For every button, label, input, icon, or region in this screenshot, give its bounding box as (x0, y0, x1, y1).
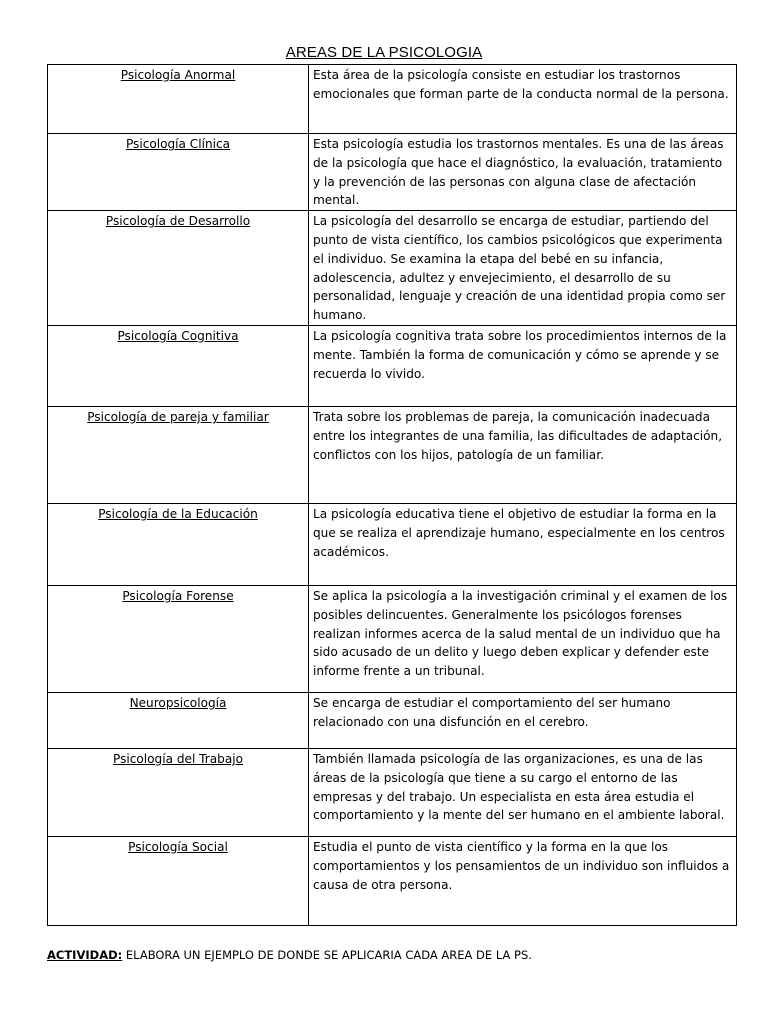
area-description-cell: La psicología del desarrollo se encarga de estudiar, partiendo del punto de vista científico, los cambios psicológicos que experimenta el individuo. Se examina la etapa del bebé en su infancia, adolescencia, adultez y envejecimiento, el desarrollo de su personalidad, lenguaje y creación de una identidad propia como ser humano. (309, 211, 737, 326)
activity-text: ELABORA UN EJEMPLO DE DONDE SE APLICARIA CADA AREA DE LA PS. (122, 948, 532, 962)
area-description-cell: Trata sobre los problemas de pareja, la comunicación inadecuada entre los integrantes de una familia, las dificultades de adaptación, conflictos con los hijos, patología de un familiar. (309, 406, 737, 503)
table-row (48, 65, 737, 134)
area-name-cell: Psicología Clínica (48, 134, 309, 211)
table-row (48, 585, 737, 692)
table-row (48, 748, 737, 836)
area-description-cell: La psicología cognitiva trata sobre los procedimientos internos de la mente. También la forma de comunicación y cómo se aprende y se recuerda lo vivido. (309, 325, 737, 406)
page-title: AREAS DE LA PSICOLOGIA (285, 44, 483, 61)
area-description-cell: Estudia el punto de vista científico y la forma en la que los comportamientos y los pensamientos de un individuo son influidos a causa de otra persona. (309, 836, 737, 925)
table-row (48, 211, 737, 326)
area-name-cell: Psicología de pareja y familiar (48, 406, 309, 503)
psychology-areas-table (47, 64, 737, 926)
area-description-cell: Esta psicología estudia los trastornos mentales. Es una de las áreas de la psicología que hace el diagnóstico, la evaluación, tratamiento y la prevención de las personas con alguna clase de afectación mental. (309, 134, 737, 211)
area-name-cell: Psicología Cognitiva (48, 325, 309, 406)
area-description-cell: También llamada psicología de las organizaciones, es una de las áreas de la psicología que tiene a su cargo el entorno de las empresas y del trabajo. Un especialista en esta área estudia el comportamiento y la mente del ser humano en el ambiente laboral. (309, 748, 737, 836)
table-row (48, 503, 737, 585)
area-description-cell: Esta área de la psicología consiste en estudiar los trastornos emocionales que forman parte de la conducta normal de la persona. (309, 65, 737, 134)
area-name-cell: Psicología Anormal (48, 65, 309, 134)
area-description-cell: Se aplica la psicología a la investigación criminal y el examen de los posibles delincuentes. Generalmente los psicólogos forenses realizan informes acerca de la salud mental de un individuo que ha sido acusado de un delito y luego deben explicar y defender este informe frente a un tribunal. (309, 585, 737, 692)
table-row (48, 134, 737, 211)
table-row (48, 325, 737, 406)
area-description-cell: La psicología educativa tiene el objetivo de estudiar la forma en la que se realiza el aprendizaje humano, especialmente en los centros académicos. (309, 503, 737, 585)
activity-instruction (47, 947, 532, 963)
area-name-cell: Psicología Forense (48, 585, 309, 692)
table-row (48, 836, 737, 925)
activity-label: ACTIVIDAD: (47, 948, 123, 962)
table-row (48, 406, 737, 503)
area-name-cell: Psicología Social (48, 836, 309, 925)
area-name-cell: Psicología de la Educación (48, 503, 309, 585)
area-description-cell: Se encarga de estudiar el comportamiento del ser humano relacionado con una disfunción en el cerebro. (309, 692, 737, 748)
area-name-cell: Neuropsicología (48, 692, 309, 748)
area-name-cell: Psicología del Trabajo (48, 748, 309, 836)
table-row (48, 692, 737, 748)
area-name-cell: Psicología de Desarrollo (48, 211, 309, 326)
